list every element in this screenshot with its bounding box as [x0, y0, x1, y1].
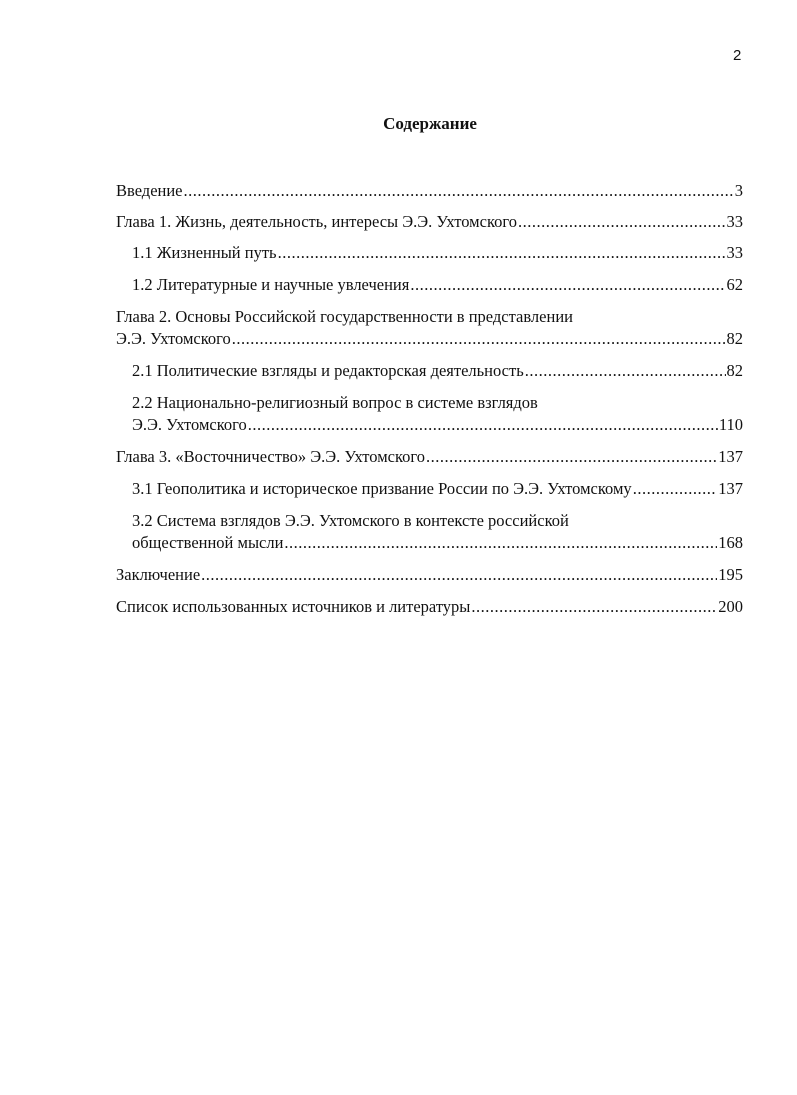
toc-entry-chapter-2	[116, 306, 743, 350]
toc-entry-conclusion	[116, 564, 743, 586]
toc-entry-label: Э.Э. Ухтомского	[116, 329, 231, 348]
toc-entry-first-line: 2.2 Национально-религиозный вопрос в системе взглядов	[132, 393, 538, 412]
toc-entry-introduction	[116, 180, 743, 202]
toc-entry-section-2-1	[116, 360, 743, 382]
toc-entry-label: Список использованных источников и литературы	[116, 597, 471, 616]
toc-entry-first-line: 3.2 Система взглядов Э.Э. Ухтомского в контексте российской	[132, 511, 569, 530]
toc-entry-label: Заключение	[116, 565, 201, 584]
toc-entry-label: 1.2 Литературные и научные увлечения	[132, 275, 410, 294]
dot-leader	[284, 532, 717, 554]
toc-entry-label: 3.1 Геополитика и историческое призвание России по Э.Э. Ухтомскому	[132, 479, 632, 498]
dot-leader	[426, 446, 717, 468]
dot-leader	[471, 596, 717, 618]
toc-entry-first-line: Глава 2. Основы Российской государственности в представлении	[116, 307, 573, 326]
dot-leader	[232, 328, 726, 350]
toc-entry-chapter-1	[116, 211, 743, 233]
dot-leader	[184, 180, 734, 202]
page-number: 2	[733, 47, 742, 64]
toc-entry-last-line	[132, 414, 743, 436]
toc-entry-label: Введение	[116, 181, 183, 200]
toc-entry-page: 137	[718, 479, 743, 498]
toc-entry-label: Глава 1. Жизнь, деятельность, интересы Э.Э. Ухтомского	[116, 212, 517, 231]
toc-entry-page: 200	[718, 597, 743, 616]
toc-entry-section-1-2	[116, 274, 743, 296]
dot-leader	[525, 360, 726, 382]
toc-entry-page: 82	[726, 361, 743, 380]
toc-entry-section-3-1	[116, 478, 743, 500]
dot-leader	[633, 478, 718, 500]
dot-leader	[201, 564, 717, 586]
toc-entry-section-3-2	[116, 510, 743, 554]
toc-entry-section-1-1	[116, 242, 743, 264]
toc-entry-bibliography	[116, 596, 743, 618]
toc-entry-label: Глава 3. «Восточничество» Э.Э. Ухтомского	[116, 447, 426, 466]
toc-entry-page: 195	[718, 565, 743, 584]
dot-leader	[248, 414, 718, 436]
toc-entry-page: 137	[718, 447, 743, 466]
dot-leader	[518, 211, 726, 233]
toc-entry-label: 1.1 Жизненный путь	[132, 243, 277, 262]
toc-entry-label: Э.Э. Ухтомского	[132, 415, 247, 434]
toc-entry-section-2-2	[116, 392, 743, 436]
toc-entry-last-line	[132, 532, 743, 554]
toc-entry-page: 168	[718, 533, 743, 552]
toc-entry-page: 3	[734, 181, 743, 200]
toc-entry-page: 110	[718, 415, 743, 434]
toc-entry-page: 62	[726, 275, 743, 294]
toc-title: Содержание	[383, 114, 477, 133]
table-of-contents	[116, 180, 743, 618]
toc-entry-page: 33	[726, 243, 743, 262]
dot-leader	[410, 274, 725, 296]
toc-entry-label: 2.1 Политические взгляды и редакторская деятельность	[132, 361, 524, 380]
toc-entry-last-line	[116, 328, 743, 350]
toc-entry-page: 82	[726, 329, 743, 348]
toc-entry-chapter-3	[116, 446, 743, 468]
toc-entry-page: 33	[726, 212, 743, 231]
dot-leader	[278, 242, 726, 264]
toc-entry-label: общественной мысли	[132, 533, 284, 552]
